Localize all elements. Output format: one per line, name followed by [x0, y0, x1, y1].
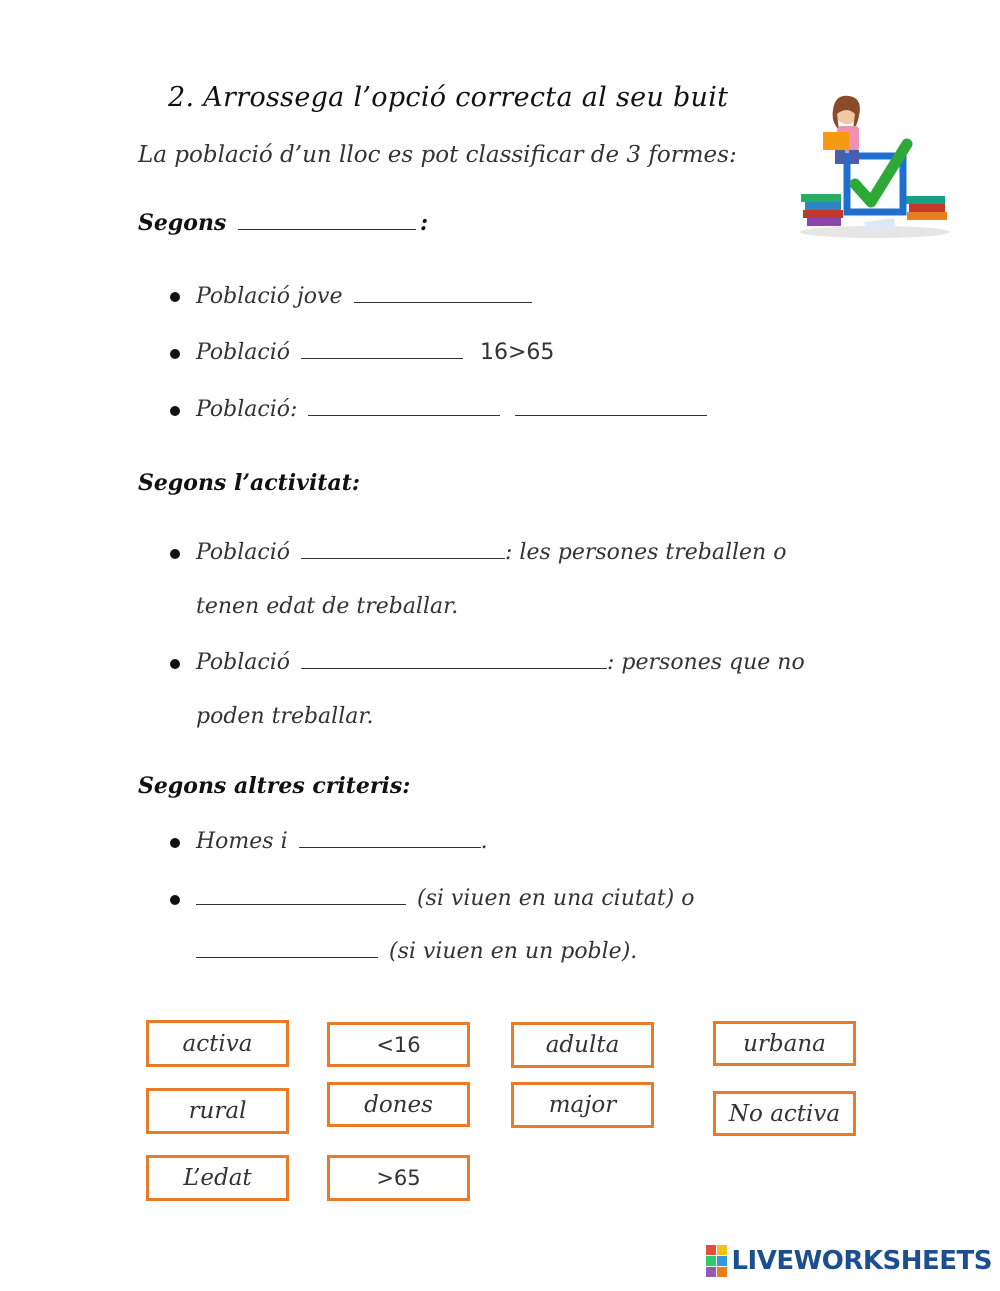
option-greater-than-65[interactable]: >65: [327, 1155, 470, 1201]
exercise-title: 2. Arrossega l’opció correcta al seu buit: [168, 82, 729, 113]
bullet: [170, 406, 180, 416]
item-suffix: : les persones treballen o: [505, 540, 787, 565]
option-dones[interactable]: dones: [327, 1082, 470, 1127]
list-item-inactive-population: [196, 650, 805, 675]
list-item-gender: [196, 829, 488, 854]
option-urbana[interactable]: urbana: [713, 1021, 856, 1066]
item-suffix: (si viuen en una ciutat) o: [417, 886, 695, 911]
brand-name: LIVEWORKSHEETS: [731, 1246, 992, 1276]
item-prefix: Població: [196, 340, 290, 365]
logo-mark-icon: [706, 1245, 727, 1277]
option-activa[interactable]: activa: [146, 1020, 289, 1067]
blank-urban[interactable]: [196, 886, 406, 905]
item-suffix: (si viuen en un poble).: [389, 939, 638, 964]
intro-text: La població d’un lloc es pot classificar de 3 formes:: [138, 142, 737, 168]
bullet: [170, 895, 180, 905]
option-major[interactable]: major: [511, 1082, 654, 1128]
item-continuation: poden treballar.: [196, 704, 374, 729]
list-item-young-population: [196, 284, 536, 309]
bullet: [170, 659, 180, 669]
item-prefix: Població jove: [196, 284, 343, 309]
blank-women[interactable]: [299, 829, 481, 848]
blank-rural[interactable]: [196, 939, 378, 958]
bullet: [170, 349, 180, 359]
item-prefix: Població:: [196, 397, 298, 422]
age-range-text: 16>65: [480, 340, 555, 365]
section1-heading-suffix: :: [420, 210, 429, 236]
item-suffix: : persones que no: [607, 650, 805, 675]
option-rural[interactable]: rural: [146, 1088, 289, 1134]
bullet: [170, 292, 180, 302]
section1-heading: [138, 210, 428, 236]
liveworksheets-logo: [706, 1245, 992, 1277]
item-suffix: .: [480, 829, 488, 854]
teacher-checkmark-illustration: [795, 92, 955, 242]
section3-heading: Segons altres criteris:: [138, 773, 411, 799]
blank-adult[interactable]: [301, 340, 463, 359]
blank-elder-1[interactable]: [308, 397, 500, 416]
list-item-elder-population: [196, 397, 711, 422]
blank-young-age[interactable]: [354, 284, 532, 303]
list-item-active-population: [196, 540, 786, 565]
bullet: [170, 838, 180, 848]
list-item-adult-population: [196, 340, 554, 365]
blank-active[interactable]: [301, 540, 505, 559]
blank-criteria[interactable]: [238, 211, 416, 230]
item-continuation: tenen edat de treballar.: [196, 594, 459, 619]
item-prefix: Homes i: [196, 829, 288, 854]
bullet: [170, 549, 180, 559]
blank-inactive[interactable]: [301, 650, 607, 669]
option-adulta[interactable]: adulta: [511, 1022, 654, 1068]
list-item-urban: [196, 886, 695, 911]
item-prefix: Població: [196, 540, 290, 565]
blank-elder-2[interactable]: [515, 397, 707, 416]
section2-heading: Segons l’activitat:: [138, 470, 361, 496]
option-edat[interactable]: L’edat: [146, 1155, 289, 1201]
item-prefix: Població: [196, 650, 290, 675]
option-no-activa[interactable]: No activa: [713, 1091, 856, 1136]
option-less-than-16[interactable]: <16: [327, 1022, 470, 1067]
section1-heading-prefix: Segons: [138, 210, 227, 236]
list-item-rural: [196, 939, 637, 964]
